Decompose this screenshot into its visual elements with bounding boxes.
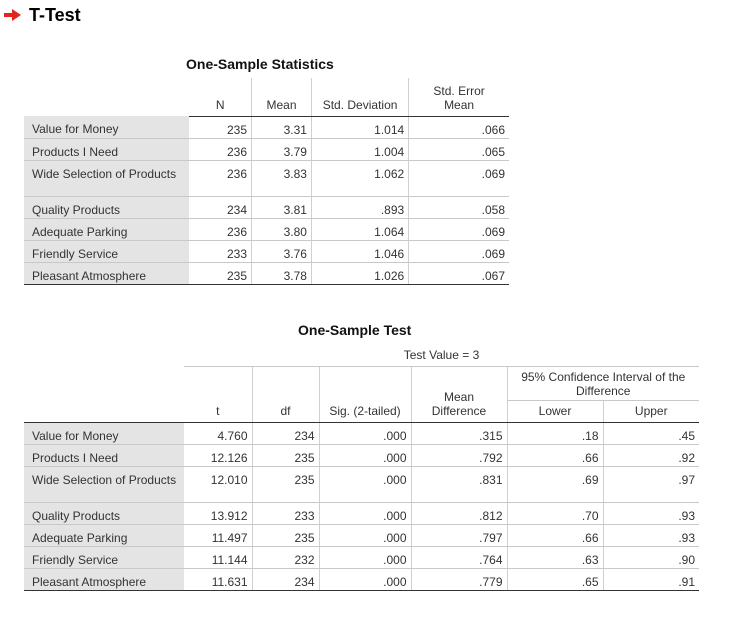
- test-cell: .812: [411, 502, 507, 524]
- stats-cell: .893: [311, 196, 408, 218]
- stats-cell: .058: [409, 196, 509, 218]
- test-header-sig: Sig. (2-tailed): [319, 366, 411, 422]
- stats-cell: 236: [189, 160, 251, 196]
- test-cell: 235: [252, 524, 319, 546]
- test-cell: .45: [603, 422, 699, 444]
- test-header-ci: 95% Confidence Interval of the Difference: [507, 366, 699, 400]
- stats-row: [24, 196, 509, 218]
- test-header-df: df: [252, 366, 319, 422]
- test-cell: .000: [319, 502, 411, 524]
- stats-cell: 3.81: [252, 196, 312, 218]
- test-cell: 11.631: [184, 568, 252, 590]
- stats-cell: .067: [409, 262, 509, 284]
- stats-cell: 235: [189, 116, 251, 138]
- test-header-mean-difference: Mean Difference: [411, 366, 507, 422]
- stats-row-label-value-for-money: Value for Money: [24, 116, 189, 138]
- stats-row-label-friendly-service: Friendly Service: [24, 240, 189, 262]
- test-cell: 234: [252, 568, 319, 590]
- test-value-label: Test Value = 3: [184, 346, 699, 366]
- test-cell: 13.912: [184, 502, 252, 524]
- test-cell: .792: [411, 444, 507, 466]
- test-row-label-friendly-service: Friendly Service: [24, 546, 184, 568]
- test-cell: 234: [252, 422, 319, 444]
- stats-cell: 3.76: [252, 240, 312, 262]
- stats-cell: .066: [409, 116, 509, 138]
- test-row: [24, 466, 699, 502]
- stats-row: [24, 218, 509, 240]
- test-row: [24, 568, 699, 590]
- stats-cell: 3.83: [252, 160, 312, 196]
- stats-cell: 1.014: [311, 116, 408, 138]
- test-row: [24, 546, 699, 568]
- test-table: [24, 346, 699, 591]
- stats-cell: .069: [409, 240, 509, 262]
- stats-cell: 3.80: [252, 218, 312, 240]
- test-row: [24, 502, 699, 524]
- test-cell: 232: [252, 546, 319, 568]
- test-cell: .63: [507, 546, 603, 568]
- test-cell: 235: [252, 444, 319, 466]
- stats-header-mean: Mean: [252, 78, 312, 116]
- test-header-lower: Lower: [507, 400, 603, 422]
- stats-row: [24, 160, 509, 196]
- test-cell: .65: [507, 568, 603, 590]
- test-cell: 12.010: [184, 466, 252, 502]
- stats-cell: 3.79: [252, 138, 312, 160]
- stats-header-std-error-mean: Std. Error Mean: [409, 78, 509, 116]
- test-cell: .66: [507, 524, 603, 546]
- stats-row: [24, 116, 509, 138]
- stats-cell: 234: [189, 196, 251, 218]
- test-row-label-pleasant-atmosphere: Pleasant Atmosphere: [24, 568, 184, 590]
- test-cell: 12.126: [184, 444, 252, 466]
- stats-header-corner: [24, 78, 189, 116]
- stats-header-std-deviation: Std. Deviation: [311, 78, 408, 116]
- stats-cell: .069: [409, 218, 509, 240]
- stats-cell: 1.064: [311, 218, 408, 240]
- test-cell: .70: [507, 502, 603, 524]
- test-row-label-products-i-need: Products I Need: [24, 444, 184, 466]
- test-header-upper: Upper: [603, 400, 699, 422]
- test-row: [24, 422, 699, 444]
- stats-table: [24, 78, 509, 285]
- page-header: [4, 4, 81, 26]
- stats-cell: 235: [189, 262, 251, 284]
- stats-row: [24, 262, 509, 284]
- test-cell: 11.497: [184, 524, 252, 546]
- stats-row: [24, 240, 509, 262]
- test-cell: 4.760: [184, 422, 252, 444]
- stats-row: [24, 138, 509, 160]
- stats-cell: .069: [409, 160, 509, 196]
- test-table-title: One-Sample Test: [298, 322, 412, 338]
- test-row: [24, 444, 699, 466]
- test-cell: 11.144: [184, 546, 252, 568]
- test-cell: .000: [319, 444, 411, 466]
- stats-cell: 1.062: [311, 160, 408, 196]
- test-row-label-quality-products: Quality Products: [24, 502, 184, 524]
- stats-cell: 1.046: [311, 240, 408, 262]
- stats-cell: .065: [409, 138, 509, 160]
- stats-cell: 3.31: [252, 116, 312, 138]
- stats-cell: 236: [189, 138, 251, 160]
- test-cell: .91: [603, 568, 699, 590]
- stats-row-label-wide-selection-of-products: Wide Selection of Products: [24, 160, 189, 196]
- red-arrow-icon[interactable]: [12, 9, 21, 21]
- test-cell: .000: [319, 422, 411, 444]
- test-header-t: t: [184, 366, 252, 422]
- test-cell: .69: [507, 466, 603, 502]
- test-cell: .779: [411, 568, 507, 590]
- test-cell: .97: [603, 466, 699, 502]
- stats-cell: 1.004: [311, 138, 408, 160]
- test-cell: .90: [603, 546, 699, 568]
- test-row-label-value-for-money: Value for Money: [24, 422, 184, 444]
- test-cell: .764: [411, 546, 507, 568]
- test-row-label-adequate-parking: Adequate Parking: [24, 524, 184, 546]
- test-header-corner: [24, 346, 184, 366]
- test-cell: .000: [319, 524, 411, 546]
- stats-table-title: One-Sample Statistics: [186, 56, 334, 72]
- stats-row-label-adequate-parking: Adequate Parking: [24, 218, 189, 240]
- stats-cell: 1.026: [311, 262, 408, 284]
- test-cell: .93: [603, 502, 699, 524]
- stats-header-n: N: [189, 78, 251, 116]
- test-cell: .000: [319, 546, 411, 568]
- test-cell: .831: [411, 466, 507, 502]
- test-cell: 235: [252, 466, 319, 502]
- stats-cell: 3.78: [252, 262, 312, 284]
- stats-row-label-products-i-need: Products I Need: [24, 138, 189, 160]
- test-cell: .000: [319, 568, 411, 590]
- stats-row-label-pleasant-atmosphere: Pleasant Atmosphere: [24, 262, 189, 284]
- stats-cell: 233: [189, 240, 251, 262]
- page-title: T-Test: [29, 4, 81, 25]
- test-cell: .18: [507, 422, 603, 444]
- stats-cell: 236: [189, 218, 251, 240]
- test-row-label-wide-selection-of-products: Wide Selection of Products: [24, 466, 184, 502]
- stats-row-label-quality-products: Quality Products: [24, 196, 189, 218]
- test-cell: .315: [411, 422, 507, 444]
- test-cell: .93: [603, 524, 699, 546]
- test-cell: 233: [252, 502, 319, 524]
- test-cell: .66: [507, 444, 603, 466]
- test-cell: .92: [603, 444, 699, 466]
- test-cell: .797: [411, 524, 507, 546]
- test-row: [24, 524, 699, 546]
- test-cell: .000: [319, 466, 411, 502]
